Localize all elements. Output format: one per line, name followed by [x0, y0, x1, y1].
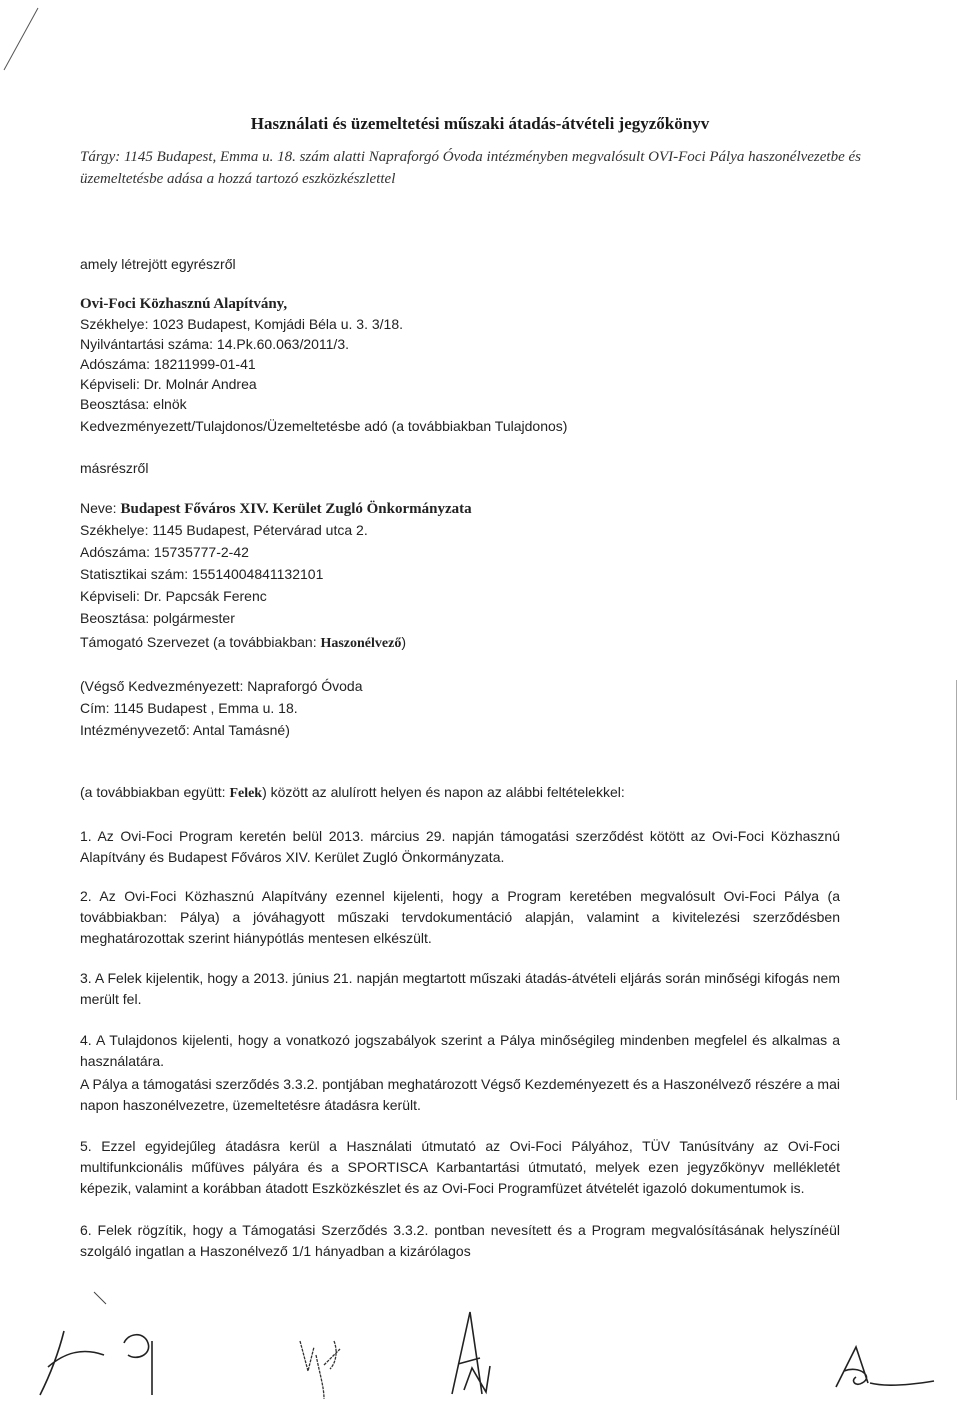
party2-intro: másrészről: [80, 460, 149, 476]
paragraph-1: 1. Az Ovi-Foci Program keretén belül 2013. március 29. napján támogatási szerződést kötött az Ovi-Foci Közhasznú Alapítvány és Budapest Főváros XIV. Kerület Zugló Önkormányzata.: [80, 828, 840, 865]
paragraph-3: 3. A Felek kijelentik, hogy a 2013. június 21. napján megtartott műszaki átadás-átvételi eljárás során minőségi kifogás nem merült fel.: [80, 970, 840, 1007]
scan-edge-line: [956, 680, 957, 1100]
party1-tax: Adószáma: 18211999-01-41: [80, 356, 256, 372]
party2-stat: Statisztikai szám: 15514004841132101: [80, 566, 324, 582]
signature-initials-2: [118, 1321, 178, 1401]
beneficiary-line1: (Végső Kedvezményezett: Napraforgó Óvoda: [80, 678, 363, 694]
party2-role-end: ): [401, 634, 407, 650]
signature-initials-4: [442, 1306, 502, 1401]
party2-name-line: [80, 500, 472, 518]
parties-clause-post: ) között az alulírott helyen és napon az alábbi feltételekkel:: [262, 784, 625, 800]
party1-representative: Képviseli: Dr. Molnár Andrea: [80, 376, 257, 392]
signature-initials-3: [290, 1321, 360, 1401]
party1-registry: Nyilvántartási száma: 14.Pk.60.063/2011/3.: [80, 336, 350, 352]
scan-mark: [0, 0, 60, 80]
party2-position: Beosztása: polgármester: [80, 610, 235, 626]
party2-seat: Székhelye: 1145 Budapest, Pétervárad utca 2.: [80, 522, 368, 538]
party1-role: Kedvezményezett/Tulajdonos/Üzemeltetésbe adó (a továbbiakban Tulajdonos): [80, 418, 568, 434]
subject-line: Tárgy: 1145 Budapest, Emma u. 18. szám alatti Napraforgó Óvoda intézményben megvalósult OVI-Foci Pálya haszonélvezetbe és üzemeltetésbe adása a hozzá tartozó eszközkészlettel: [80, 149, 861, 187]
party2-role-line: [80, 634, 406, 652]
signature-initials-1: [34, 1311, 114, 1401]
paragraph-2: 2. Az Ovi-Foci Közhasznú Alapítvány ezennel kijelenti, hogy a Program keretében megvalósult Ovi-Foci Pálya (a továbbiakban: Pálya) a jóváhagyott műszaki tervdokumentáció alapján, valamint a kivitelezési szerződésben meghatározottak szerint hiánypótlás mentesen elkészült.: [80, 888, 840, 946]
party2-name-label: Neve:: [80, 500, 121, 516]
party1-intro: amely létrejött egyrészről: [80, 256, 236, 272]
party1-position: Beosztása: elnök: [80, 396, 187, 412]
party2-representative: Képviseli: Dr. Papcsák Ferenc: [80, 588, 267, 604]
document-title: Használati és üzemeltetési műszaki átadás-átvételi jegyzőkönyv: [250, 114, 710, 133]
party2-name: Budapest Főváros XIV. Kerület Zugló Önkormányzata: [120, 501, 472, 517]
paragraph-4: 4. A Tulajdonos kijelenti, hogy a vonatkozó jogszabályok szerint a Pálya minőségileg mindenben megfelel és alkalmas a használatára.: [80, 1032, 840, 1069]
beneficiary-line3: Intézményvezető: Antal Tamásné): [80, 722, 290, 738]
stray-mark: [92, 1290, 112, 1310]
party1-seat: Székhelye: 1023 Budapest, Komjádi Béla u. 3. 3/18.: [80, 316, 403, 332]
beneficiary-line2: Cím: 1145 Budapest , Emma u. 18.: [80, 700, 298, 716]
party2-role-name: Haszonélvező: [320, 636, 402, 651]
paragraph-4b: A Pálya a támogatási szerződés 3.3.2. pontjában meghatározott Végső Kezdeményezett és a Haszonélvező részére a mai napon haszonélvezetre, üzemeltetésre átadásra került.: [80, 1076, 840, 1113]
parties-clause-bold: Felek: [229, 786, 263, 801]
parties-clause: [80, 784, 625, 802]
paragraph-6: 6. Felek rögzítik, hogy a Támogatási Szerződés 3.3.2. pontban nevesített és a Program megvalósításának helyszínéül szolgáló ingatlan a Haszonélvező 1/1 hányadban a kizárólagos: [80, 1222, 840, 1259]
signature-initials-5: [830, 1331, 940, 1401]
party2-role-label: Támogató Szervezet (a továbbiakban:: [80, 634, 321, 650]
party2-tax: Adószáma: 15735777-2-42: [80, 544, 249, 560]
paragraph-5: 5. Ezzel egyidejűleg átadásra kerül a Használati útmutató az Ovi-Foci Pályához, TÜV Tanúsítvány az Ovi-Foci multifunkcionális műfüves pályára és a SPORTISCA Karbantartási útmutató, melyek ezen jegyzőkönyv mellékletét képezik, valamint a korábban átadott Eszközkészlet és az Ovi-Foci Programfüzet átvételét igazoló dokumentumok is.: [80, 1138, 840, 1196]
party1-name: Ovi-Foci Közhasznú Alapítvány,: [80, 296, 288, 312]
parties-clause-pre: (a továbbiakban együtt:: [80, 784, 230, 800]
